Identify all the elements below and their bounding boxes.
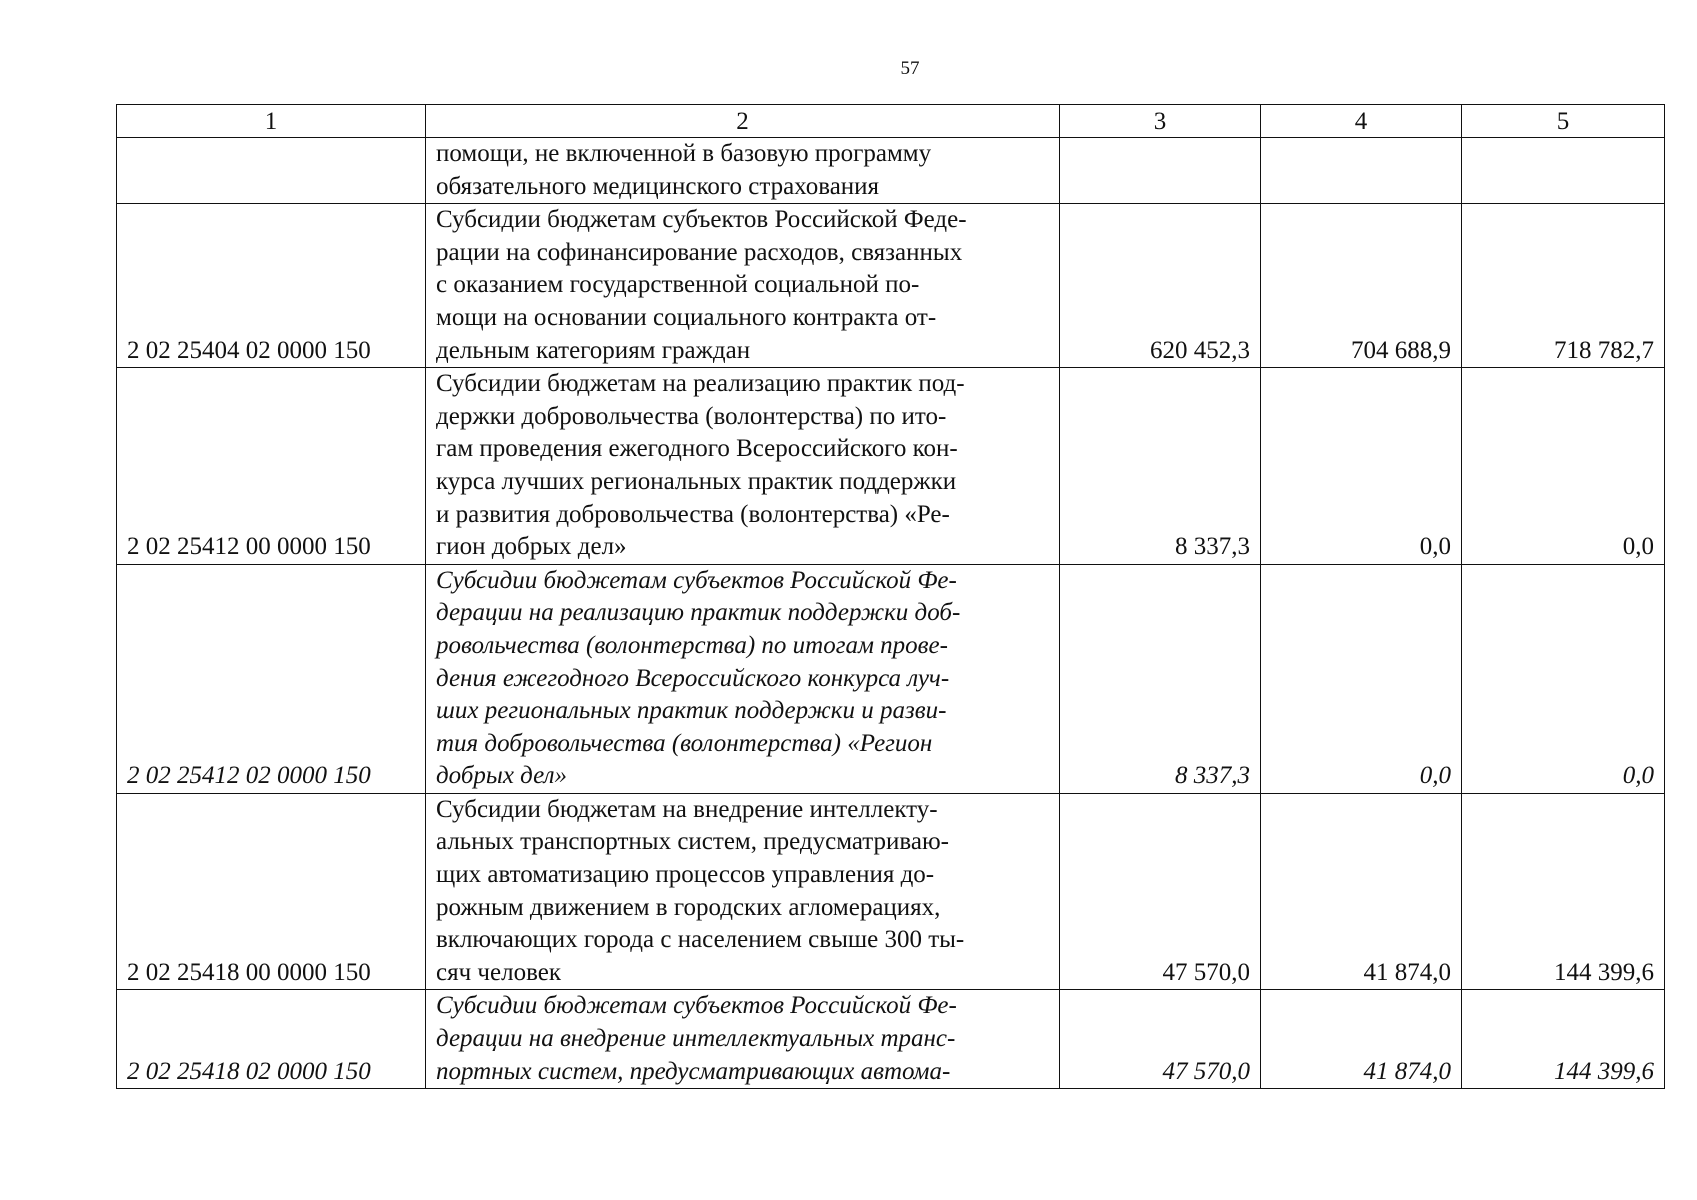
description-line: портных систем, предусматривающих автома- xyxy=(436,1057,951,1085)
amount-col-3: 8 337,3 xyxy=(1060,564,1261,793)
budget-table xyxy=(116,104,1665,1089)
description-line: и развития добровольчества (волонтерства) «Ре- xyxy=(436,500,950,528)
amount-col-3: 47 570,0 xyxy=(1060,793,1261,990)
description-line: гам проведения ежегодного Всероссийского кон- xyxy=(436,435,958,463)
header-col-3: 3 xyxy=(1060,105,1261,138)
description-line: ровольчества (волонтерства) по итогам прове- xyxy=(436,631,948,659)
amount-col-5 xyxy=(1462,138,1665,204)
description-line: Субсидии бюджетам субъектов Российской Феде- xyxy=(436,206,967,234)
description-cell xyxy=(426,793,1060,990)
description-line: мощи на основании социального контракта от- xyxy=(436,303,937,331)
table-row xyxy=(117,368,1665,565)
header-col-2: 2 xyxy=(426,105,1060,138)
description-line: дения ежегодного Всероссийского конкурса луч- xyxy=(436,664,950,692)
budget-code-cell xyxy=(117,138,426,204)
description-line: рожным движением в городских агломерациях, xyxy=(436,893,941,921)
amount-col-4: 41 874,0 xyxy=(1261,990,1462,1089)
amount-col-5: 718 782,7 xyxy=(1462,204,1665,368)
description-line: рации на софинансирование расходов, связанных xyxy=(436,238,963,266)
description-line: обязательного медицинского страхования xyxy=(436,172,880,200)
description-line: Субсидии бюджетам на реализацию практик под- xyxy=(436,370,965,398)
amount-col-3 xyxy=(1060,138,1261,204)
budget-code-cell: 2 02 25418 00 0000 150 xyxy=(117,793,426,990)
description-line: добрых дел» xyxy=(436,762,567,790)
amount-col-3: 8 337,3 xyxy=(1060,368,1261,565)
description-line: щих автоматизацию процессов управления до- xyxy=(436,861,935,889)
description-line: дельным категориям граждан xyxy=(436,336,751,364)
amount-col-5: 144 399,6 xyxy=(1462,990,1665,1089)
table-row xyxy=(117,793,1665,990)
amount-col-5: 0,0 xyxy=(1462,564,1665,793)
description-line: дерации на реализацию практик поддержки доб- xyxy=(436,599,961,627)
amount-col-5: 144 399,6 xyxy=(1462,793,1665,990)
amount-col-3: 47 570,0 xyxy=(1060,990,1261,1089)
budget-code-cell: 2 02 25412 02 0000 150 xyxy=(117,564,426,793)
amount-col-3: 620 452,3 xyxy=(1060,204,1261,368)
page-number: 57 xyxy=(900,58,920,79)
description-line: Субсидии бюджетам субъектов Российской Фе- xyxy=(436,566,957,594)
budget-code-cell: 2 02 25404 02 0000 150 xyxy=(117,204,426,368)
description-cell xyxy=(426,138,1060,204)
amount-col-5: 0,0 xyxy=(1462,368,1665,565)
description-line: дерации на внедрение интеллектуальных транс- xyxy=(436,1025,956,1053)
header-col-4: 4 xyxy=(1261,105,1462,138)
description-line: помощи, не включенной в базовую программу xyxy=(436,140,932,167)
amount-col-4 xyxy=(1261,138,1462,204)
description-cell xyxy=(426,990,1060,1089)
description-line: с оказанием государственной социальной по- xyxy=(436,271,920,299)
description-cell xyxy=(426,564,1060,793)
amount-col-4: 0,0 xyxy=(1261,564,1462,793)
description-line: сяч человек xyxy=(436,958,561,986)
amount-col-4: 41 874,0 xyxy=(1261,793,1462,990)
description-line: держки добровольчества (волонтерства) по ито- xyxy=(436,402,947,430)
description-line: Субсидии бюджетам субъектов Российской Фе- xyxy=(436,992,957,1020)
description-cell xyxy=(426,368,1060,565)
table-body xyxy=(117,138,1665,1089)
amount-col-4: 704 688,9 xyxy=(1261,204,1462,368)
table-row xyxy=(117,564,1665,793)
budget-code-cell: 2 02 25418 02 0000 150 xyxy=(117,990,426,1089)
amount-col-4: 0,0 xyxy=(1261,368,1462,565)
description-cell xyxy=(426,204,1060,368)
budget-code-cell: 2 02 25412 00 0000 150 xyxy=(117,368,426,565)
table-row xyxy=(117,204,1665,368)
header-col-1: 1 xyxy=(117,105,426,138)
description-line: включающих города с населением свыше 300 ты- xyxy=(436,926,965,954)
description-line: ших региональных практик поддержки и разви- xyxy=(436,697,947,725)
table-row xyxy=(117,990,1665,1089)
table-header xyxy=(117,105,1665,138)
description-line: Субсидии бюджетам на внедрение интеллекту- xyxy=(436,795,938,823)
description-line: тия добровольчества (волонтерства) «Регион xyxy=(436,729,933,757)
description-line: альных транспортных систем, предусматриваю- xyxy=(436,828,949,856)
description-line: гион добрых дел» xyxy=(436,533,627,561)
description-line: курса лучших региональных практик поддержки xyxy=(436,467,957,495)
header-row xyxy=(117,105,1665,138)
header-col-5: 5 xyxy=(1462,105,1665,138)
table-row xyxy=(117,138,1665,204)
